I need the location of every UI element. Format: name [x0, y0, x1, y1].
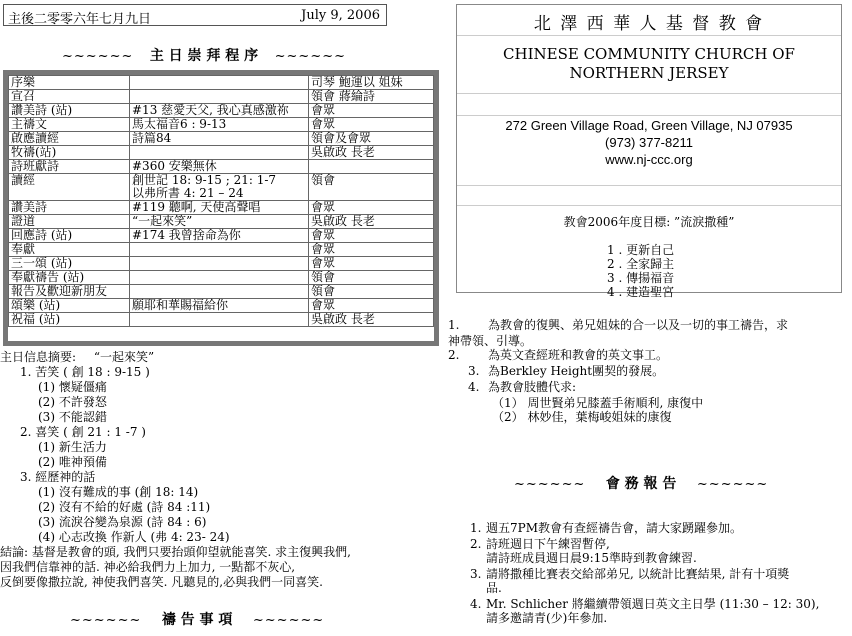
program-content-text: #174 我曾捨命為你: [132, 228, 241, 242]
sermon-point: 1. 苦笑 ( 創 18 : 9-15 ): [20, 365, 150, 379]
sermon-subpoint: (2) 不許發怒: [38, 395, 107, 409]
church-english-name: [457, 45, 841, 83]
program-item: 祝福 (站): [9, 313, 130, 327]
program-row: [9, 174, 434, 201]
sermon-subpoint: (2) 沒有不給的好處 (詩 84 :11): [38, 500, 211, 514]
program-item: 奉獻: [9, 243, 130, 257]
program-person: 領會及會眾: [309, 132, 434, 146]
worship-program-table: [3, 70, 439, 346]
program-row: [9, 313, 434, 327]
program-content: [130, 299, 309, 313]
announcement-number: 3.: [470, 567, 482, 581]
program-item: 回應詩 (站): [9, 229, 130, 243]
goal-item: 3 . 傳揚福音: [607, 271, 675, 285]
prayer-item-text: 神帶領、引導。: [448, 334, 533, 348]
sermon-subpoint: (1) 懷疑僵痛: [38, 380, 107, 394]
church-address: 272 Green Village Road, Green Village, NJ 07935: [505, 118, 793, 133]
program-content-text: 以弗所書 4: 21 – 24: [132, 186, 244, 200]
program-row: [9, 285, 434, 299]
program-content-text: #13 慈愛天父, 我心真感激祢: [132, 103, 289, 117]
program-person: 會眾: [309, 299, 434, 313]
program-row: [9, 215, 434, 229]
program-content: [130, 132, 309, 146]
church-english-name-line2: NORTHERN JERSEY: [569, 64, 729, 82]
program-person: 會眾: [309, 118, 434, 132]
decorative-swirl: ~~~~~~: [62, 49, 134, 64]
announcement-number: 4.: [470, 597, 482, 611]
sermon-point: 2. 喜笑 ( 創 21 : 1 -7 ): [20, 425, 146, 439]
program-content: [130, 90, 309, 104]
prayer-item-text: 為教會肢體代求:: [488, 380, 577, 394]
english-date: July 9, 2006: [301, 8, 380, 23]
program-title-row: [62, 45, 346, 65]
program-item: 頌樂 (站): [9, 299, 130, 313]
program-item: 宣召: [9, 90, 130, 104]
program-row: [9, 90, 434, 104]
decorative-swirl: ~~~~~~: [696, 477, 769, 492]
goal-item: 1 . 更新自己: [607, 243, 675, 257]
program-person: 吳啟政 長老: [309, 313, 434, 327]
prayer-item: [448, 380, 848, 394]
program-content: [130, 215, 309, 229]
announcement-text: 週五7PM教會有查經禱告會，請大家踴躍參加。: [486, 521, 742, 535]
program-item: 讚美詩: [9, 201, 130, 215]
program-row: [9, 257, 434, 271]
program-item: 讀經: [9, 174, 130, 201]
program-row: [9, 132, 434, 146]
prayer-subitem: （1） 周世賢弟兄膝蓋手術順利, 康復中: [492, 396, 704, 410]
announcements-title: 會 務 報 告: [605, 476, 677, 492]
program-item: 報告及歡迎新朋友: [9, 285, 130, 299]
church-website: www.nj-ccc.org: [605, 152, 693, 167]
program-item: 啟應讀經: [9, 132, 130, 146]
church-phone: (973) 377-8211: [605, 135, 693, 150]
prayer-title-row: [70, 609, 324, 629]
program-content-text: 願耶和華賜福給你: [132, 298, 229, 312]
prayer-item-text: 為英文查經班和教會的英文事工。: [488, 348, 669, 362]
prayer-item: [448, 364, 848, 378]
announcement-item: [470, 537, 850, 551]
prayer-item: [448, 348, 848, 362]
date-header: [3, 4, 387, 26]
program-person: 會眾: [309, 257, 434, 271]
decorative-swirl: ~~~~~~: [274, 49, 346, 64]
announcement-text: 品.: [486, 581, 502, 595]
sermon-conclusion: [0, 545, 351, 590]
announcement-item: [470, 567, 850, 581]
program-content: [130, 118, 309, 132]
prayer-item-number: 3.: [468, 364, 480, 378]
sermon-heading: 主日信息摘要:: [0, 350, 77, 364]
program-row: [9, 146, 434, 160]
program-content: [130, 243, 309, 257]
program-item: 證道: [9, 215, 130, 229]
program-content: [130, 146, 309, 160]
program-content-text: 詩篇84: [132, 131, 172, 145]
announcement-text: 詩班週日下午練習暫停,: [486, 537, 610, 551]
prayer-items-list: [448, 318, 848, 424]
prayer-title: 禱 告 事 項: [161, 612, 233, 628]
program-content: [130, 313, 309, 327]
announcements-title-row: [514, 473, 768, 493]
program-person: 會眾: [309, 243, 434, 257]
program-content: [130, 174, 309, 201]
conclusion-line: 結論: 基督是教會的頭, 我們只要抬頭仰望就能喜笑. 求主復興我們,: [0, 545, 351, 559]
program-item: 詩班獻詩: [9, 160, 130, 174]
announcement-text: Mr. Schlicher 將繼續帶領週日英文主日學 (11:30 – 12: 30),: [486, 597, 820, 611]
goals-list: [607, 243, 674, 299]
sermon-point: 3. 經歷神的話: [20, 470, 96, 484]
program-row: [9, 76, 434, 90]
program-row: [9, 271, 434, 285]
prayer-item-number: 2.: [448, 348, 460, 362]
announcement-item: [470, 521, 850, 535]
announcement-number: 1.: [470, 521, 482, 535]
church-info-box: [456, 4, 842, 299]
program-content: [130, 257, 309, 271]
announcement-item: [470, 597, 850, 611]
conclusion-line: 反倒要像撒拉說, 神使我們喜笑. 凡聽見的,必與我們一同喜笑.: [0, 575, 323, 589]
program-person: [309, 160, 434, 174]
program-row: [9, 229, 434, 243]
program-person: 會眾: [309, 229, 434, 243]
program-content-text: 馬太福音6 : 9-13: [132, 117, 227, 131]
sermon-subpoint: (1) 新生活力: [38, 440, 107, 454]
program-content-text: 創世記 18: 9-15 ; 21: 1-7: [132, 173, 277, 187]
church-contact: [457, 117, 841, 168]
decorative-swirl: ~~~~~~: [70, 613, 142, 628]
program-row: [9, 118, 434, 132]
prayer-item-number: 4.: [468, 380, 480, 394]
sermon-subpoint: (4) 心志改換 作新人 (弗 4: 23- 24): [38, 530, 230, 544]
goal-item: 2 . 全家歸主: [607, 257, 675, 271]
program-content: [130, 229, 309, 243]
program-person: 司琴 鮑運以 姐妹: [309, 76, 434, 90]
program-row: [9, 160, 434, 174]
program-content: [130, 76, 309, 90]
program-item: 奉獻禱告 (站): [9, 271, 130, 285]
program-content: [130, 271, 309, 285]
program-content: [130, 201, 309, 215]
program-item: 牧禱(站): [9, 146, 130, 160]
program-item: 三一頌 (站): [9, 257, 130, 271]
decorative-swirl: ~~~~~~: [514, 477, 586, 492]
prayer-item-number: 1.: [448, 318, 460, 332]
program-person: 領會: [309, 174, 434, 201]
church-english-name-line1: CHINESE COMMUNITY CHURCH OF: [503, 45, 795, 63]
program-item: 主禱文: [9, 118, 130, 132]
goal-item: 4 . 建造聖宮: [607, 285, 675, 299]
sermon-subpoint: (3) 不能認錯: [38, 410, 107, 424]
sermon-summary: [0, 350, 351, 590]
chinese-date: 主後二零零六年七月九日: [8, 12, 152, 27]
program-row: [9, 299, 434, 313]
program-row: [9, 104, 434, 118]
sermon-points: [0, 365, 351, 545]
program-content: [130, 160, 309, 174]
program-item: 讚美詩 (站): [9, 104, 130, 118]
program-content: [130, 285, 309, 299]
program-content: [130, 104, 309, 118]
sermon-subpoint: (1) 沒有難成的事 (創 18: 14): [38, 485, 199, 499]
program-content-text: #360 安樂無休: [132, 159, 217, 173]
announcement-text: 請將撒種比賽表交給部弟兄, 以統計比賽結果, 計有十項獎: [486, 567, 790, 581]
program-person: 會眾: [309, 201, 434, 215]
sermon-subpoint: (2) 唯神預備: [38, 455, 107, 469]
conclusion-line: 因我們信靠神的話. 神必給我們力上加力, 一點都不灰心,: [0, 560, 296, 574]
decorative-swirl: ~~~~~~: [252, 613, 325, 628]
program-content-text: “一起來笑”: [132, 214, 193, 228]
program-item: 序樂: [9, 76, 130, 90]
announcement-number: 2.: [470, 537, 482, 551]
program-person: 吳啟政 長老: [309, 215, 434, 229]
sermon-title: “一起來笑”: [93, 350, 155, 364]
program-person: 會眾: [309, 104, 434, 118]
prayer-subitem: （2） 林妙佳，葉梅峻姐妹的康復: [492, 410, 672, 424]
church-chinese-name: 北 澤 西 華 人 基 督 教 會: [533, 14, 765, 34]
prayer-item-text: 為教會的復興、弟兄姐妹的合一以及一切的事工禱告，求: [488, 318, 789, 332]
prayer-item: [448, 318, 848, 332]
announcement-text: 請多邀請青(少)年參加.: [486, 611, 608, 625]
program-person: 領會 蔣綸詩: [309, 90, 434, 104]
program-content-text: #119 聽啊, 天使高聲唱: [132, 200, 261, 214]
program-row: [9, 201, 434, 215]
sermon-subpoint: (3) 流淚谷變為泉源 (詩 84 : 6): [38, 515, 207, 529]
program-person: 吳啟政 長老: [309, 146, 434, 160]
program-person: 領會: [309, 271, 434, 285]
announcements-list: [470, 519, 850, 625]
program-person: 領會: [309, 285, 434, 299]
program-row: [9, 243, 434, 257]
year-goal: 教會2006年度目標: ”流淚撒種”: [563, 215, 735, 229]
prayer-item-text: 為Berkley Height團契的發展。: [488, 364, 665, 378]
announcement-text: 請詩班成員週日晨9:15準時到教會練習.: [486, 551, 697, 565]
program-title: 主 日 崇 拜 程 序: [149, 48, 259, 64]
